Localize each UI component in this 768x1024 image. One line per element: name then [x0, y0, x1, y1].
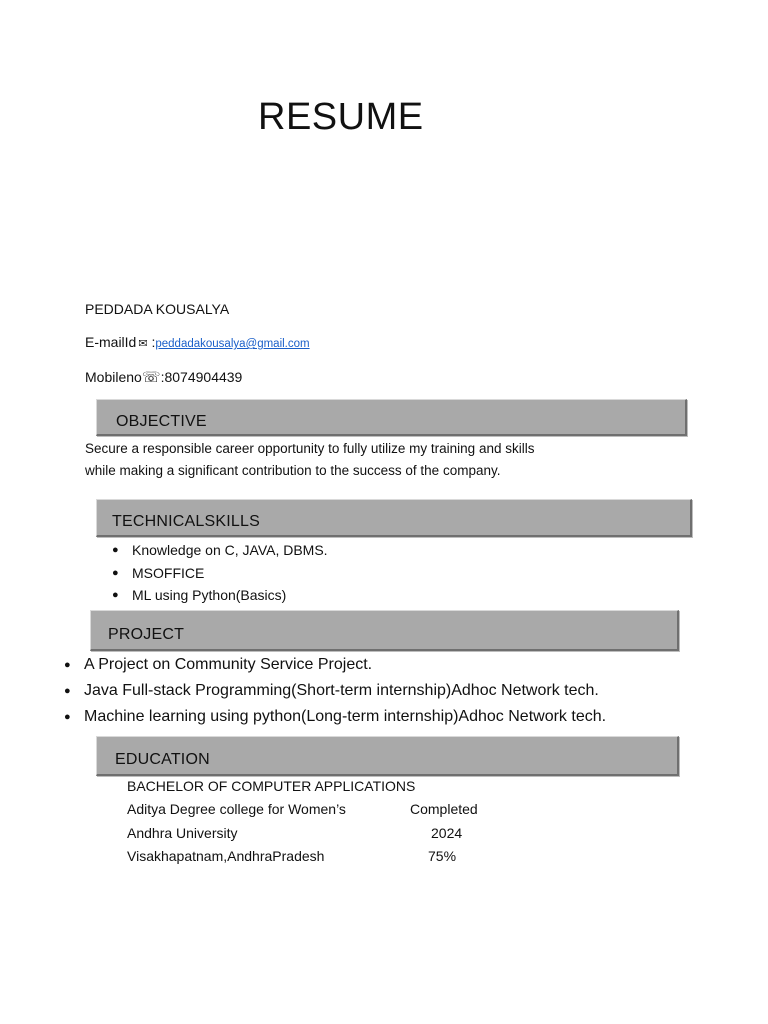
objective-line-1: Secure a responsible career opportunity to fully utilize my training and skills — [85, 441, 535, 456]
email-link[interactable]: peddadakousalya@gmail.com — [155, 338, 310, 350]
page-title: RESUME — [258, 96, 424, 138]
education-location: Visakhapatnam,AndhraPradesh — [127, 848, 325, 864]
education-score: 75% — [428, 848, 457, 864]
bullet-dot-icon: ● — [112, 544, 119, 556]
skills-heading: TECHNICALSKILLS — [112, 513, 260, 530]
bullet-dot-icon: ● — [112, 589, 119, 601]
list-item: ● MSOFFICE — [112, 562, 328, 585]
education-university: Andhra University — [127, 825, 238, 841]
objective-heading: OBJECTIVE — [116, 413, 207, 430]
bullet-dot-icon: ● — [64, 711, 71, 723]
list-item: ● ML using Python(Basics) — [112, 584, 328, 607]
project-heading: PROJECT — [108, 626, 185, 643]
skills-list — [112, 539, 328, 607]
education-year: 2024 — [431, 825, 463, 841]
list-item: ● Knowledge on C, JAVA, DBMS. — [112, 539, 328, 562]
project-list — [64, 652, 606, 730]
bullet-dot-icon: ● — [64, 659, 71, 671]
mobile-number: :8074904439 — [160, 369, 243, 385]
email-label: E-mailId — [85, 334, 137, 350]
education-heading: EDUCATION — [115, 751, 210, 768]
mobile-row — [85, 368, 242, 386]
education-degree: BACHELOR OF COMPUTER APPLICATIONS — [127, 778, 416, 794]
objective-line-2: while making a significant contribution to the success of the company. — [85, 463, 501, 478]
email-separator: : — [147, 334, 156, 350]
candidate-name: PEDDADA KOUSALYA — [85, 301, 230, 317]
email-row — [85, 334, 310, 350]
list-item: ● Machine learning using python(Long-term internship)Adhoc Network tech. — [64, 704, 606, 730]
list-item: ● A Project on Community Service Project. — [64, 652, 606, 678]
telephone-icon: ☏ — [141, 369, 161, 386]
mobile-label: Mobileno — [85, 369, 142, 385]
envelope-icon: ✉ — [138, 338, 148, 350]
bullet-dot-icon: ● — [64, 685, 71, 697]
education-status: Completed — [410, 801, 478, 817]
bullet-dot-icon: ● — [112, 566, 119, 579]
education-college: Aditya Degree college for Women’s — [127, 801, 346, 817]
list-item: ● Java Full-stack Programming(Short-term internship)Adhoc Network tech. — [64, 678, 606, 704]
